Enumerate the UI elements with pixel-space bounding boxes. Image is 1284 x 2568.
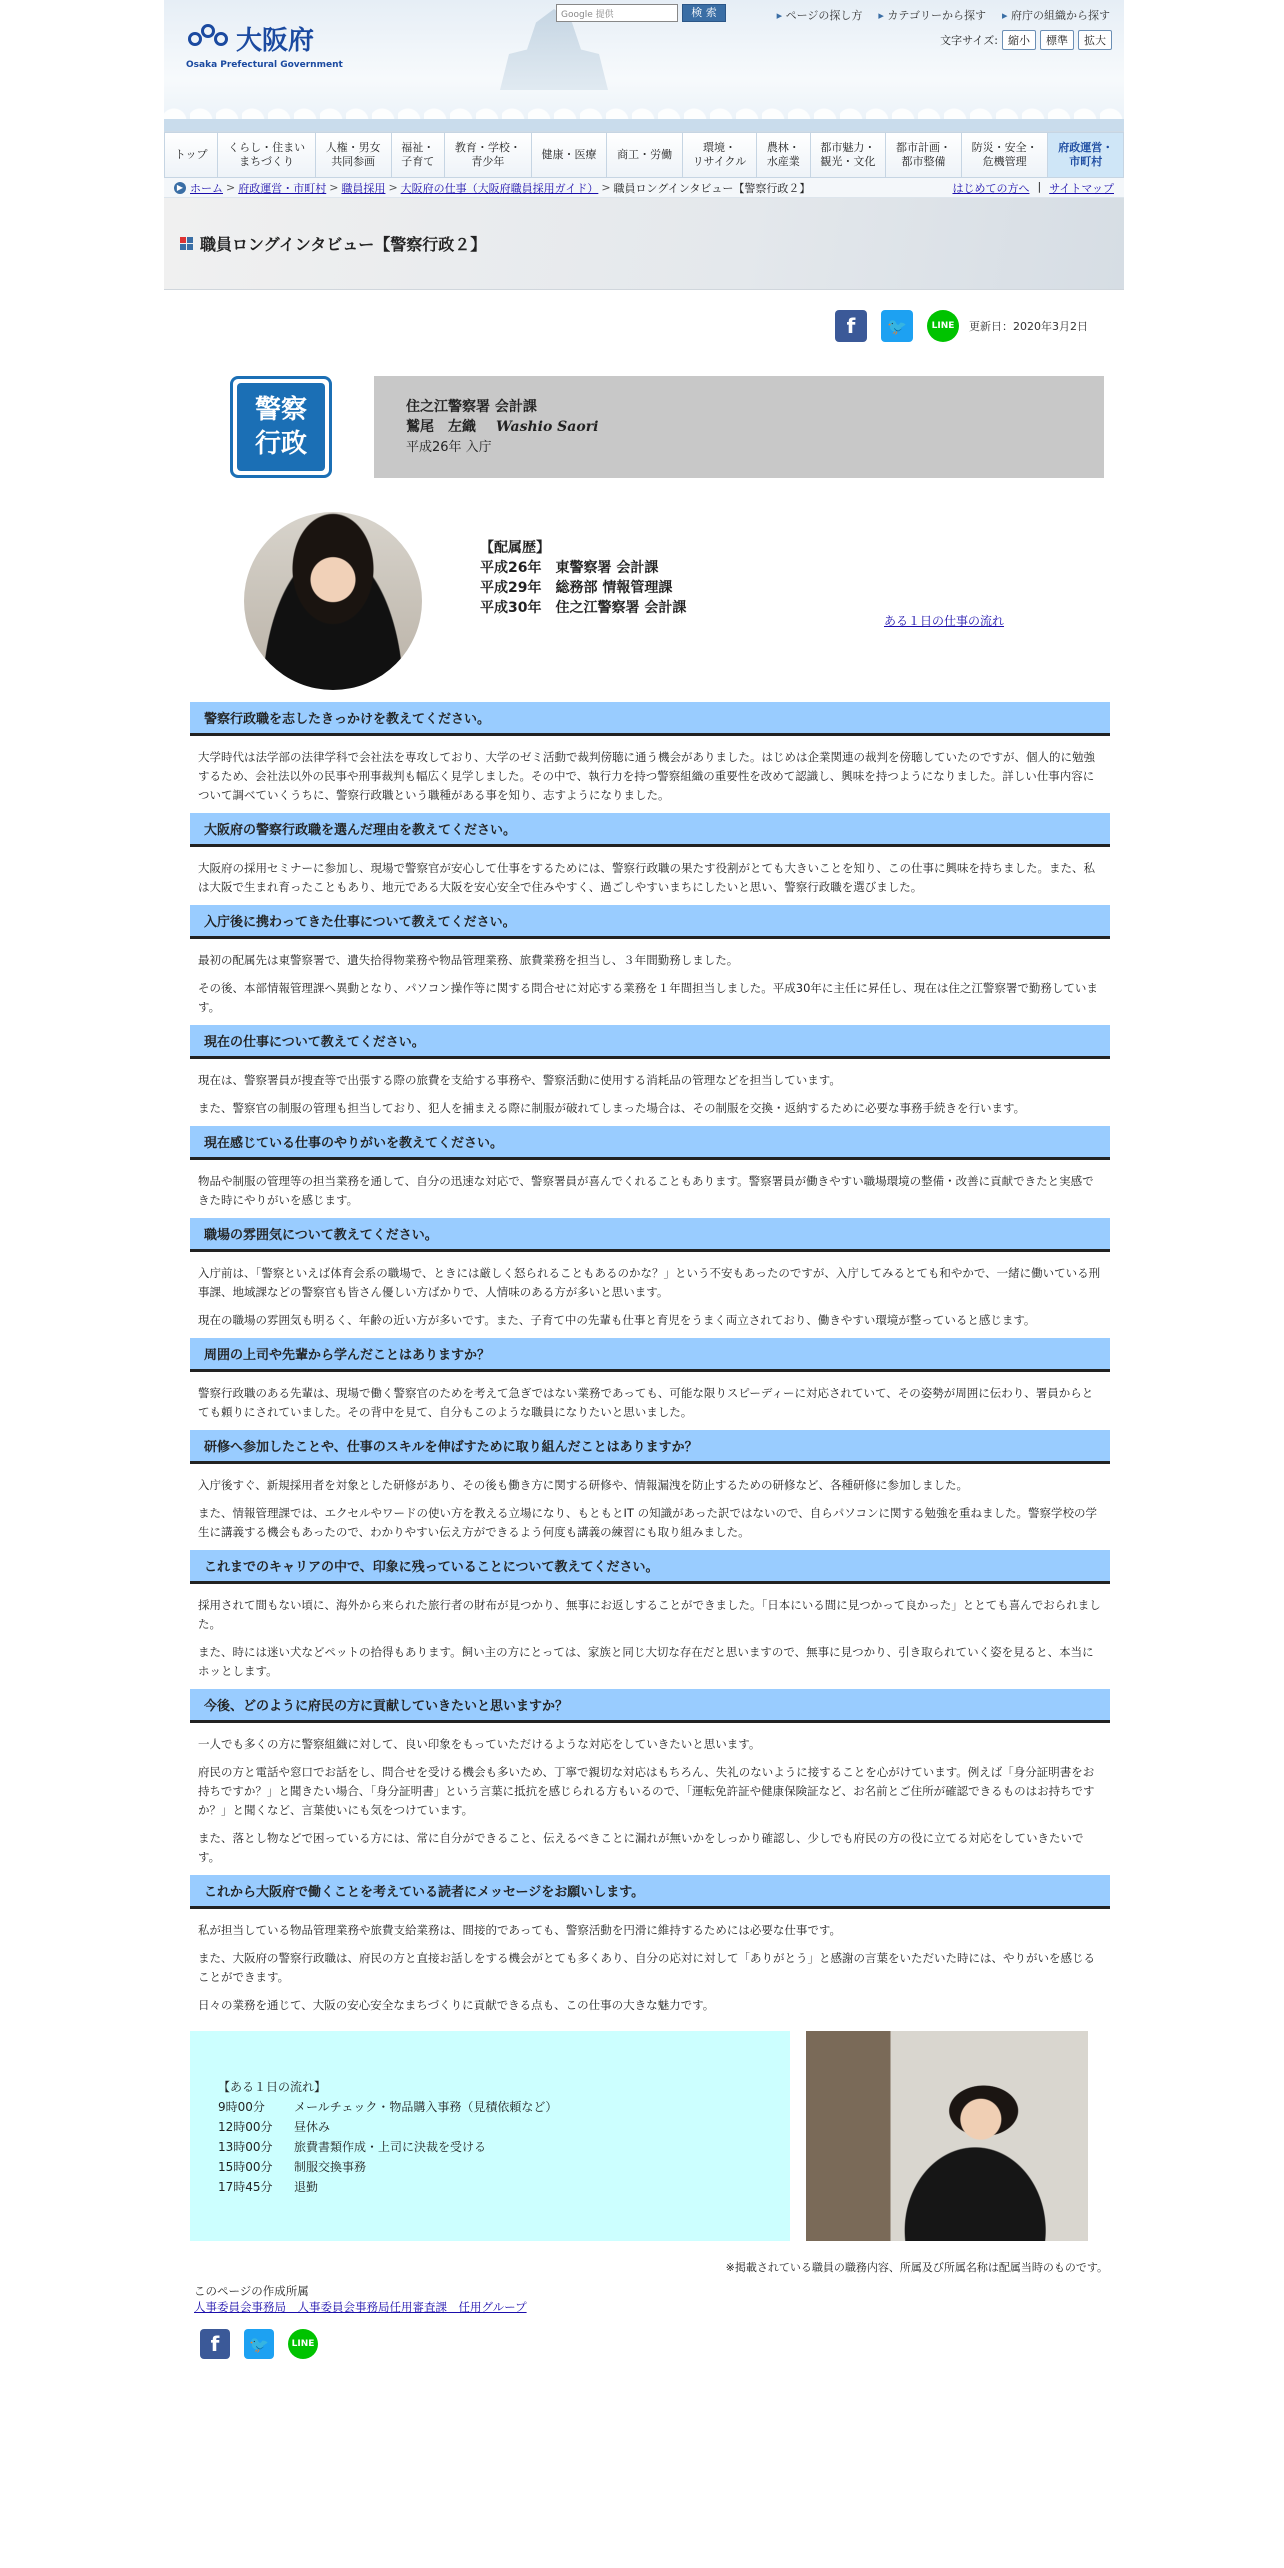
day-flow-row (218, 2137, 762, 2157)
career-item: 平成26年 東警察署 会計課 (480, 560, 659, 576)
answer-block (190, 1584, 1110, 1689)
answer-paragraph: 現在は、警察署員が捜査等で出張する際の旅費を支給する事務や、警察活動に使用する消耗品の管理などを担当しています。 (198, 1073, 841, 1087)
day-flow-title: 【ある１日の流れ】 (218, 2080, 327, 2094)
answer-paragraph: 警察行政職のある先輩は、現場で働く警察官のためを考えて急ぎではない業務であっても、可能な限りスピーディーに対応されていて、その姿勢が周囲に伝わり、署員からとても頼りにされていました。その背中を見て、自分もこのような職員になりたいと思いました。 (198, 1386, 1094, 1419)
name-box (374, 376, 1104, 478)
top-link-find-page[interactable]: ▸ ページの探し方 (777, 7, 863, 23)
answer-block (190, 736, 1110, 813)
page-owner-link[interactable]: 人事委員会事務局 人事委員会事務局任用審査課 任用グループ (194, 2300, 527, 2314)
day-flow-row (218, 2097, 762, 2117)
profile-dept: 住之江警察署 会計課 (406, 399, 537, 415)
footer-share-bar (164, 2329, 1124, 2359)
answer-block (190, 1372, 1110, 1430)
question-heading: 周囲の上司や先輩から学んだことはありますか？ (190, 1338, 1110, 1372)
answer-paragraph: 物品や制服の管理等の担当業務を通して、自分の迅速な対応で、警察署員が喜んでくれることもあります。警察署員が働きやすい職場環境の整備・改善に貢献できたと実感できた時にやりがいを感じます。 (198, 1174, 1094, 1207)
answer-paragraph: 大学時代は法学部の法律学科で会社法を専攻しており、大学のゼミ活動で裁判傍聴に通う機会がありました。はじめは企業関連の裁判を傍聴していたのですが、個人的に勉強するため、会社法以外の民事や刑事裁判も幅広く見学しました。その中で、執行力を持つ警察組織の重要性を改めて認識し、興味を持つようになりました。詳しい仕事内容について調べていくうちに、警察行政職という職種がある事を知り、志すようになりました。 (198, 750, 1095, 802)
answer-block (190, 1464, 1110, 1550)
nav-item[interactable]: 都市計画・ 都市整備 (886, 133, 962, 177)
wave-decoration (164, 119, 1124, 131)
nav-item[interactable]: 環境・ リサイクル (683, 133, 757, 177)
twitter-share-icon[interactable]: 🐦 (881, 310, 913, 342)
question-heading: 入庁後に携わってきた仕事について教えてください。 (190, 905, 1110, 939)
updated-date: 更新日：2020年3月2日 (969, 320, 1088, 333)
nav-item[interactable]: トップ (165, 133, 218, 177)
work-photo (806, 2031, 1088, 2241)
answer-paragraph: その後、本部情報管理課へ異動となり、パソコン操作等に関する問合せに対応する業務を１年間担当しました。平成30年に主任に昇任し、現在は住之江警察署で勤務しています。 (198, 981, 1098, 1014)
nav-item[interactable]: くらし・住まい まちづくり (218, 133, 316, 177)
nav-item[interactable]: 教育・学校・ 青少年 (445, 133, 532, 177)
day-flow-task: 制服交換事務 (294, 2160, 367, 2174)
page-owner-label: このページの作成所属 (194, 2284, 309, 2298)
line-share-icon[interactable]: LINE (927, 310, 959, 342)
question-heading: 現在感じている仕事のやりがいを教えてください。 (190, 1126, 1110, 1160)
day-flow-task: 退勤 (294, 2180, 319, 2194)
answer-block (190, 1909, 1110, 2023)
page-owner (164, 2283, 1124, 2315)
breadcrumb-current: 職員ロングインタビュー【警察行政２】 (613, 181, 811, 195)
question-heading: 大阪府の警察行政職を選んだ理由を教えてください。 (190, 813, 1110, 847)
day-flow-row (218, 2157, 762, 2177)
profile-section (164, 362, 1124, 702)
day-flow-row (218, 2177, 762, 2197)
title-squares-icon (180, 237, 194, 251)
profile-name-en: Washio Saori (496, 419, 599, 435)
day-flow-time: 15時00分 (218, 2160, 273, 2174)
answer-paragraph: 最初の配属先は東警察署で、遺失拾得物業務や物品管理業務、旅費業務を担当し、３年間勤務しました。 (198, 953, 739, 967)
nav-item[interactable]: 防災・安全・ 危機管理 (962, 133, 1049, 177)
day-flow-task: 昼休み (294, 2120, 331, 2134)
answer-block (190, 847, 1110, 905)
question-heading: これまでのキャリアの中で、印象に残っていることについて教えてください。 (190, 1550, 1110, 1584)
breadcrumb-guide[interactable]: 大阪府の仕事（大阪府職員採用ガイド） (400, 181, 599, 195)
answer-paragraph: 現在の職場の雰囲気も明るく、年齢の近い方が多いです。また、子育て中の先輩も仕事と育児をうまく両立されており、働きやすい環境が整っていると感じます。 (198, 1313, 1036, 1327)
top-link-organization[interactable]: ▸ 府庁の組織から探す (1002, 7, 1110, 23)
question-heading: 警察行政職を志したきっかけを教えてください。 (190, 702, 1110, 736)
badge-label: 警察 行政 (237, 383, 325, 471)
answer-paragraph: 大阪府の採用セミナーに参加し、現場で警察官が安心して仕事をするためには、警察行政職の果たす役割がとても大きいことを知り、この仕事に興味を持ちました。また、私は大阪で生まれ育ったこともあり、地元である大阪を安心安全で住みやすく、過ごしやすいまちにしたいと思い、警察行政職を選びました。 (198, 861, 1095, 894)
font-size-label: 文字サイズ: (940, 34, 998, 47)
qa-section (164, 702, 1124, 2023)
page (164, 0, 1124, 2359)
day-flow-link[interactable]: ある１日の仕事の流れ (884, 614, 1005, 628)
breadcrumb-arrow-icon: ▶ (174, 182, 186, 194)
question-heading: 現在の仕事について教えてください。 (190, 1025, 1110, 1059)
answer-block (190, 1059, 1110, 1126)
answer-paragraph: また、時には迷い犬などペットの拾得もあります。飼い主の方にとっては、家族と同じ大切な存在だと思いますので、無事に見つかり、引き取られていく姿を見ると、本当にホッとします。 (198, 1645, 1094, 1678)
nav-item[interactable]: 都市魅力・ 観光・文化 (811, 133, 887, 177)
answer-paragraph: 私が担当している物品管理業務や旅費支給業務は、間接的であっても、警察活動を円滑に維持するためには必要な仕事です。 (198, 1923, 841, 1937)
police-admin-badge (230, 376, 332, 478)
day-flow-time: 17時45分 (218, 2180, 273, 2194)
nav-item[interactable]: 府政運営・ 市町村 (1048, 133, 1123, 177)
facebook-share-icon[interactable]: f (835, 310, 867, 342)
day-flow-time: 12時00分 (218, 2120, 273, 2134)
day-flow-box (190, 2031, 790, 2241)
search-button[interactable]: 検 索 (682, 4, 726, 22)
nav-item[interactable]: 福祉・ 子育て (392, 133, 446, 177)
page-title: 職員ロングインタビュー【警察行政２】 (200, 235, 487, 254)
line-share-icon[interactable]: LINE (288, 2329, 318, 2359)
top-links (777, 7, 1110, 23)
nav-item[interactable]: 健康・医療 (532, 133, 608, 177)
profile-joined: 平成26年 入庁 (406, 440, 492, 455)
profile-photo (244, 512, 422, 690)
first-visit-link[interactable]: はじめての方へ (952, 181, 1030, 195)
answer-paragraph: 入庁後すぐ、新規採用者を対象とした研修があり、その後も働き方に関する研修や、情報漏洩を防止するための研修など、各種研修に参加しました。 (198, 1478, 969, 1492)
share-bar (164, 290, 1124, 362)
day-flow-time: 13時00分 (218, 2140, 273, 2154)
profile-name: 鷲尾 左織 Washio Saori (406, 419, 599, 435)
answer-paragraph: 一人でも多くの方に警察組織に対して、良い印象をもっていただけるような対応をしていきたいと思います。 (198, 1737, 761, 1751)
osaka-logo-icon (186, 22, 230, 56)
title-band (164, 198, 1124, 290)
day-flow-task: 旅費書類作成・上司に決裁を受ける (294, 2140, 487, 2154)
question-heading: 研修へ参加したことや、仕事のスキルを伸ばすために取り組んだことはありますか？ (190, 1430, 1110, 1464)
day-flow-row (218, 2117, 762, 2137)
nav-item[interactable]: 商工・労働 (607, 133, 683, 177)
answer-paragraph: また、情報管理課では、エクセルやワードの使い方を教える立場になり、もともとIT の知識があった訳ではないので、自らパソコンに関する勉強を重ねました。警察学校の学生に講義する機会もあったので、わかりやすい伝え方ができるよう何度も講義の練習にも取り組みました。 (198, 1506, 1097, 1539)
answer-block (190, 1723, 1110, 1875)
font-size-control (940, 30, 1112, 50)
question-heading: これから大阪府で働くことを考えている読者にメッセージをお願いします。 (190, 1875, 1110, 1909)
answer-paragraph: また、落とし物などで困っている方には、常に自分ができること、伝えるべきことに漏れが無いかをしっかり確認し、少しでも府民の方の役に立てる対応をしていきたいです。 (198, 1831, 1084, 1864)
answer-paragraph: 日々の業務を通じて、大阪の安心安全なまちづくりに貢献できる点も、この仕事の大きな魅力です。 (198, 1998, 715, 2012)
career-item: 平成30年 住之江警察署 会計課 (480, 600, 687, 616)
cloud-decoration (164, 93, 1124, 121)
font-size-large-button[interactable]: 拡大 (1078, 30, 1112, 50)
global-nav (164, 132, 1124, 178)
font-size-normal-button[interactable]: 標準 (1040, 30, 1074, 50)
site-logo[interactable] (186, 20, 314, 57)
site-header (164, 0, 1124, 132)
facebook-share-icon[interactable]: f (200, 2329, 230, 2359)
nav-item[interactable]: 人権・男女 共同参画 (316, 133, 392, 177)
answer-block (190, 1252, 1110, 1338)
disclaimer-note: ※掲載されている職員の職務内容、所属及び所属名称は配属当時のものです。 (725, 2261, 1108, 2274)
answer-paragraph: 採用されて間もない頃に、海外から来られた旅行者の財布が見つかり、無事にお返しすることができました。「日本にいる間に見つかって良かった」ととても喜んでおられました。 (198, 1598, 1101, 1631)
sitemap-link[interactable]: サイトマップ (1049, 181, 1114, 195)
day-flow-time: 9時00分 (218, 2100, 265, 2114)
breadcrumb: ▶ ホーム > 府政運営・市町村 > 職員採用 > 大阪府の仕事（大阪府職員採用ガイド） > 職員ロングインタビュー【警察行政２】 はじめての方へ | サイトマップ (164, 178, 1124, 198)
breadcrumb-home[interactable]: ホーム (190, 181, 223, 195)
logo-english: Osaka Prefectural Government (186, 60, 343, 70)
twitter-share-icon[interactable]: 🐦 (244, 2329, 274, 2359)
answer-paragraph: 府民の方と電話や窓口でお話をし、問合せを受ける機会も多いため、丁寧で親切な対応はもちろん、失礼のないように接することを心がけています。例えば「身分証明書をお持ちですか？」と聞きたい場合、「身分証明書」という言葉に抵抗を感じられる方もいるので、「運転免許証や健康保険証など、お名前とご住所が確認できるものはお持ちですか？」と聞くなど、言葉使いにも気をつけています。 (198, 1765, 1095, 1817)
answer-block (190, 1160, 1110, 1218)
search-input[interactable]: Google 提供 (556, 4, 678, 22)
career-history (480, 538, 686, 618)
career-item: 平成29年 総務部 情報管理課 (480, 580, 673, 596)
day-flow-task: メールチェック・物品購入事務（見積依頼など） (294, 2100, 558, 2114)
day-flow-section (164, 2025, 1124, 2255)
answer-paragraph: また、警察官の制服の管理も担当しており、犯人を捕まえる際に制服が破れてしまった場合は、その制服を交換・返納するために必要な事務手続きを行います。 (198, 1101, 1026, 1115)
nav-item[interactable]: 農林・ 水産業 (757, 133, 811, 177)
question-heading: 今後、どのように府民の方に貢献していきたいと思いますか？ (190, 1689, 1110, 1723)
breadcrumb-recruit[interactable]: 職員採用 (341, 181, 386, 195)
breadcrumb-govt[interactable]: 府政運営・市町村 (238, 181, 327, 195)
question-heading: 職場の雰囲気について教えてください。 (190, 1218, 1110, 1252)
answer-block (190, 939, 1110, 1025)
font-size-small-button[interactable]: 縮小 (1002, 30, 1036, 50)
career-title: 【配属歴】 (480, 540, 550, 556)
answer-paragraph: また、大阪府の警察行政職は、府民の方と直接お話しをする機会がとても多くあり、自分の応対に対して「ありがとう」と感謝の言葉をいただいた時には、やりがいを感じることができます。 (198, 1951, 1095, 1984)
logo-text: 大阪府 (236, 26, 315, 56)
answer-paragraph: 入庁前は、「警察といえば体育会系の職場で、ときには厳しく怒られることもあるのかな？」という不安もあったのですが、入庁してみるとても和やかで、一緒に働いている刑事課、地域課などの警察官も皆さん優しい方ばかりで、人情味のある方が多いと思います。 (198, 1266, 1101, 1299)
top-link-category[interactable]: ▸ カテゴリーから探す (878, 7, 986, 23)
